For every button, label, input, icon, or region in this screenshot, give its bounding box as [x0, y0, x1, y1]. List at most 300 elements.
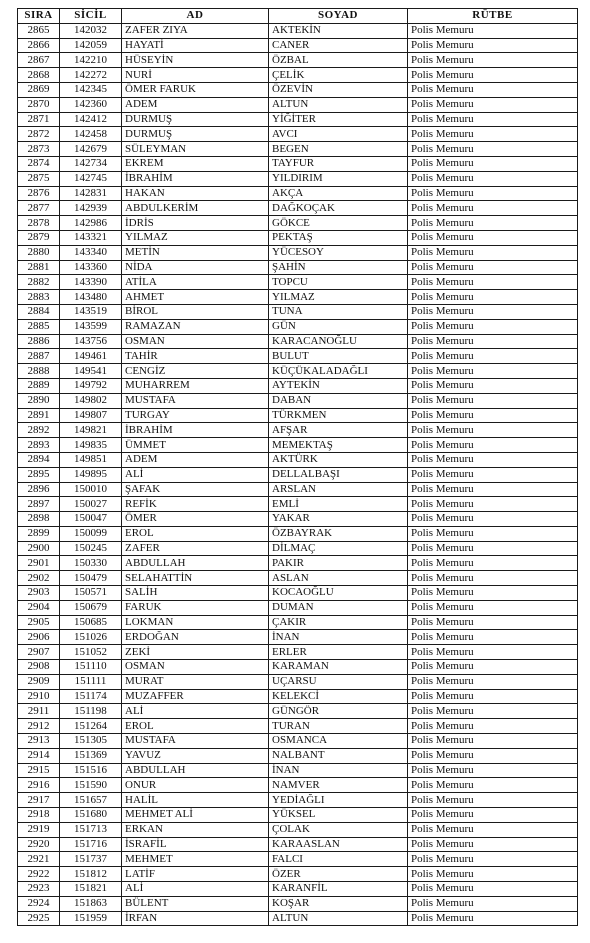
cell-rutbe: Polis Memuru — [408, 260, 578, 275]
cell-rutbe: Polis Memuru — [408, 127, 578, 142]
cell-sira: 2870 — [18, 97, 60, 112]
cell-soyad: KÜÇÜKALADAĞLI — [269, 364, 408, 379]
table-row — [18, 216, 578, 231]
cell-soyad: KOŞAR — [269, 896, 408, 911]
cell-rutbe: Polis Memuru — [408, 512, 578, 527]
cell-ad: HÜSEYİN — [122, 53, 269, 68]
cell-ad: METİN — [122, 245, 269, 260]
cell-rutbe: Polis Memuru — [408, 674, 578, 689]
cell-ad: HAYATİ — [122, 38, 269, 53]
cell-rutbe: Polis Memuru — [408, 334, 578, 349]
table-row — [18, 408, 578, 423]
cell-ad: ŞAFAK — [122, 482, 269, 497]
cell-ad: ALİ — [122, 704, 269, 719]
cell-soyad: AYTEKİN — [269, 378, 408, 393]
cell-sira: 2871 — [18, 112, 60, 127]
cell-sira: 2905 — [18, 615, 60, 630]
cell-sira: 2897 — [18, 497, 60, 512]
cell-soyad: İNAN — [269, 763, 408, 778]
cell-rutbe: Polis Memuru — [408, 837, 578, 852]
table-row — [18, 423, 578, 438]
cell-sicil: 142059 — [60, 38, 122, 53]
cell-rutbe: Polis Memuru — [408, 275, 578, 290]
cell-sira: 2893 — [18, 438, 60, 453]
cell-sira: 2867 — [18, 53, 60, 68]
cell-ad: ALİ — [122, 467, 269, 482]
table-row — [18, 127, 578, 142]
cell-sira: 2922 — [18, 867, 60, 882]
cell-sira: 2912 — [18, 719, 60, 734]
cell-soyad: YÜCESOY — [269, 245, 408, 260]
cell-soyad: ASLAN — [269, 571, 408, 586]
cell-rutbe: Polis Memuru — [408, 201, 578, 216]
cell-rutbe: Polis Memuru — [408, 822, 578, 837]
table-row — [18, 482, 578, 497]
cell-ad: ERKAN — [122, 822, 269, 837]
table-row — [18, 660, 578, 675]
cell-rutbe: Polis Memuru — [408, 245, 578, 260]
column-header-rutbe: RÜTBE — [408, 9, 578, 24]
cell-sira: 2866 — [18, 38, 60, 53]
cell-sicil: 150010 — [60, 482, 122, 497]
cell-ad: REFİK — [122, 497, 269, 512]
cell-sira: 2894 — [18, 452, 60, 467]
table-row — [18, 674, 578, 689]
cell-sicil: 149792 — [60, 378, 122, 393]
cell-sicil: 149895 — [60, 467, 122, 482]
column-header-sicil: SİCİL — [60, 9, 122, 24]
cell-rutbe: Polis Memuru — [408, 290, 578, 305]
cell-ad: CENGİZ — [122, 364, 269, 379]
cell-sira: 2918 — [18, 808, 60, 823]
cell-ad: OSMAN — [122, 334, 269, 349]
cell-sira: 2900 — [18, 541, 60, 556]
cell-rutbe: Polis Memuru — [408, 319, 578, 334]
cell-soyad: GÜN — [269, 319, 408, 334]
cell-rutbe: Polis Memuru — [408, 808, 578, 823]
cell-soyad: AKTEKİN — [269, 23, 408, 38]
cell-soyad: YAKAR — [269, 512, 408, 527]
cell-ad: ADEM — [122, 97, 269, 112]
cell-sicil: 143756 — [60, 334, 122, 349]
cell-soyad: TOPCU — [269, 275, 408, 290]
cell-soyad: AKÇA — [269, 186, 408, 201]
table-row — [18, 896, 578, 911]
cell-soyad: AFŞAR — [269, 423, 408, 438]
cell-sira: 2878 — [18, 216, 60, 231]
cell-soyad: DİLMAÇ — [269, 541, 408, 556]
table-row — [18, 304, 578, 319]
table-row — [18, 571, 578, 586]
table-row — [18, 438, 578, 453]
cell-sicil: 151812 — [60, 867, 122, 882]
cell-rutbe: Polis Memuru — [408, 452, 578, 467]
column-header-ad: AD — [122, 9, 269, 24]
table-row — [18, 23, 578, 38]
cell-sira: 2917 — [18, 793, 60, 808]
cell-sira: 2888 — [18, 364, 60, 379]
table-row — [18, 526, 578, 541]
cell-soyad: DABAN — [269, 393, 408, 408]
cell-sicil: 149807 — [60, 408, 122, 423]
table-row — [18, 793, 578, 808]
table-row — [18, 230, 578, 245]
cell-soyad: YİĞİTER — [269, 112, 408, 127]
cell-ad: ADEM — [122, 452, 269, 467]
cell-ad: İRFAN — [122, 911, 269, 926]
cell-ad: MUSTAFA — [122, 393, 269, 408]
cell-rutbe: Polis Memuru — [408, 734, 578, 749]
cell-sicil: 151052 — [60, 645, 122, 660]
table-body — [18, 23, 578, 926]
cell-ad: HALİL — [122, 793, 269, 808]
cell-sira: 2873 — [18, 142, 60, 157]
cell-ad: SELAHATTİN — [122, 571, 269, 586]
table-row — [18, 867, 578, 882]
cell-ad: LOKMAN — [122, 615, 269, 630]
table-row — [18, 364, 578, 379]
table-row — [18, 186, 578, 201]
cell-sicil: 150679 — [60, 600, 122, 615]
cell-soyad: YÜKSEL — [269, 808, 408, 823]
cell-sira: 2872 — [18, 127, 60, 142]
cell-sira: 2884 — [18, 304, 60, 319]
cell-rutbe: Polis Memuru — [408, 378, 578, 393]
cell-sicil: 150571 — [60, 586, 122, 601]
cell-sicil: 142272 — [60, 68, 122, 83]
cell-sicil: 142210 — [60, 53, 122, 68]
cell-ad: EROL — [122, 719, 269, 734]
cell-ad: YILMAZ — [122, 230, 269, 245]
table-row — [18, 630, 578, 645]
column-header-sira: SIRA — [18, 9, 60, 24]
cell-ad: FARUK — [122, 600, 269, 615]
cell-ad: MUHARREM — [122, 378, 269, 393]
cell-soyad: NAMVER — [269, 778, 408, 793]
cell-sira: 2889 — [18, 378, 60, 393]
cell-sira: 2913 — [18, 734, 60, 749]
cell-soyad: GÖKCE — [269, 216, 408, 231]
cell-rutbe: Polis Memuru — [408, 438, 578, 453]
cell-soyad: DUMAN — [269, 600, 408, 615]
cell-sicil: 143390 — [60, 275, 122, 290]
cell-sira: 2869 — [18, 82, 60, 97]
cell-sira: 2880 — [18, 245, 60, 260]
table-row — [18, 201, 578, 216]
table-row — [18, 808, 578, 823]
cell-sicil: 142412 — [60, 112, 122, 127]
cell-ad: ÖMER FARUK — [122, 82, 269, 97]
table-row — [18, 142, 578, 157]
cell-ad: ALİ — [122, 882, 269, 897]
cell-ad: ZAFER ZIYA — [122, 23, 269, 38]
cell-sicil: 142360 — [60, 97, 122, 112]
cell-soyad: ÖZBAYRAK — [269, 526, 408, 541]
cell-soyad: PAKIR — [269, 556, 408, 571]
cell-sira: 2911 — [18, 704, 60, 719]
cell-sira: 2883 — [18, 290, 60, 305]
cell-sicil: 151264 — [60, 719, 122, 734]
cell-ad: ÖMER — [122, 512, 269, 527]
cell-sicil: 151737 — [60, 852, 122, 867]
cell-sicil: 151369 — [60, 748, 122, 763]
cell-rutbe: Polis Memuru — [408, 497, 578, 512]
cell-ad: TURGAY — [122, 408, 269, 423]
cell-sira: 2896 — [18, 482, 60, 497]
cell-soyad: ÖZER — [269, 867, 408, 882]
table-row — [18, 112, 578, 127]
cell-ad: İBRAHİM — [122, 171, 269, 186]
cell-rutbe: Polis Memuru — [408, 748, 578, 763]
cell-soyad: GÜNGÖR — [269, 704, 408, 719]
cell-sira: 2865 — [18, 23, 60, 38]
table-row — [18, 704, 578, 719]
cell-soyad: PEKTAŞ — [269, 230, 408, 245]
cell-rutbe: Polis Memuru — [408, 763, 578, 778]
cell-soyad: AVCI — [269, 127, 408, 142]
cell-sicil: 143599 — [60, 319, 122, 334]
cell-sira: 2923 — [18, 882, 60, 897]
cell-sicil: 150099 — [60, 526, 122, 541]
cell-sicil: 151026 — [60, 630, 122, 645]
cell-sira: 2916 — [18, 778, 60, 793]
cell-ad: EKREM — [122, 156, 269, 171]
cell-sira: 2907 — [18, 645, 60, 660]
cell-sicil: 142458 — [60, 127, 122, 142]
cell-rutbe: Polis Memuru — [408, 600, 578, 615]
cell-sicil: 142032 — [60, 23, 122, 38]
cell-soyad: ÇOLAK — [269, 822, 408, 837]
cell-soyad: KARAMAN — [269, 660, 408, 675]
table-row — [18, 837, 578, 852]
cell-sira: 2915 — [18, 763, 60, 778]
cell-ad: ÜMMET — [122, 438, 269, 453]
cell-rutbe: Polis Memuru — [408, 364, 578, 379]
cell-sira: 2885 — [18, 319, 60, 334]
cell-sicil: 151713 — [60, 822, 122, 837]
cell-soyad: TURAN — [269, 719, 408, 734]
column-header-soyad: SOYAD — [269, 9, 408, 24]
table-row — [18, 319, 578, 334]
cell-ad: İSRAFİL — [122, 837, 269, 852]
cell-ad: MEHMET — [122, 852, 269, 867]
cell-sicil: 151590 — [60, 778, 122, 793]
cell-soyad: EMLİ — [269, 497, 408, 512]
cell-ad: MEHMET ALİ — [122, 808, 269, 823]
table-row — [18, 378, 578, 393]
cell-soyad: ALTUN — [269, 97, 408, 112]
cell-ad: ABDULLAH — [122, 763, 269, 778]
cell-ad: İDRİS — [122, 216, 269, 231]
cell-ad: OSMAN — [122, 660, 269, 675]
table-row — [18, 586, 578, 601]
cell-sicil: 151305 — [60, 734, 122, 749]
cell-sicil: 151959 — [60, 911, 122, 926]
table-row — [18, 290, 578, 305]
cell-soyad: ALTUN — [269, 911, 408, 926]
cell-sicil: 142679 — [60, 142, 122, 157]
cell-soyad: TÜRKMEN — [269, 408, 408, 423]
cell-ad: NURİ — [122, 68, 269, 83]
cell-ad: ONUR — [122, 778, 269, 793]
cell-sira: 2877 — [18, 201, 60, 216]
table-row — [18, 822, 578, 837]
cell-sicil: 142986 — [60, 216, 122, 231]
cell-rutbe: Polis Memuru — [408, 423, 578, 438]
personnel-table — [17, 8, 578, 926]
cell-rutbe: Polis Memuru — [408, 349, 578, 364]
cell-soyad: ÇAKIR — [269, 615, 408, 630]
cell-sira: 2875 — [18, 171, 60, 186]
table-row — [18, 260, 578, 275]
cell-rutbe: Polis Memuru — [408, 719, 578, 734]
cell-soyad: AKTÜRK — [269, 452, 408, 467]
cell-sicil: 150479 — [60, 571, 122, 586]
table-row — [18, 719, 578, 734]
table-row — [18, 615, 578, 630]
cell-sira: 2881 — [18, 260, 60, 275]
cell-soyad: KARANFİL — [269, 882, 408, 897]
table-row — [18, 82, 578, 97]
table-row — [18, 156, 578, 171]
cell-sira: 2910 — [18, 689, 60, 704]
header-row — [18, 9, 578, 24]
cell-ad: NİDA — [122, 260, 269, 275]
cell-sicil: 143480 — [60, 290, 122, 305]
cell-rutbe: Polis Memuru — [408, 571, 578, 586]
cell-ad: AHMET — [122, 290, 269, 305]
cell-sira: 2901 — [18, 556, 60, 571]
cell-ad: BÜLENT — [122, 896, 269, 911]
cell-sira: 2882 — [18, 275, 60, 290]
cell-soyad: ÖZEVİN — [269, 82, 408, 97]
cell-ad: YAVUZ — [122, 748, 269, 763]
cell-sicil: 149802 — [60, 393, 122, 408]
cell-sicil: 151680 — [60, 808, 122, 823]
cell-rutbe: Polis Memuru — [408, 778, 578, 793]
cell-sicil: 151111 — [60, 674, 122, 689]
table-row — [18, 393, 578, 408]
cell-ad: RAMAZAN — [122, 319, 269, 334]
cell-rutbe: Polis Memuru — [408, 896, 578, 911]
table-row — [18, 645, 578, 660]
cell-sira: 2902 — [18, 571, 60, 586]
cell-soyad: KELEKCİ — [269, 689, 408, 704]
cell-rutbe: Polis Memuru — [408, 393, 578, 408]
cell-rutbe: Polis Memuru — [408, 186, 578, 201]
cell-sira: 2925 — [18, 911, 60, 926]
cell-sicil: 151198 — [60, 704, 122, 719]
cell-sira: 2904 — [18, 600, 60, 615]
cell-soyad: YEDİAĞLI — [269, 793, 408, 808]
cell-soyad: ŞAHİN — [269, 260, 408, 275]
cell-rutbe: Polis Memuru — [408, 171, 578, 186]
cell-ad: ABDULKERİM — [122, 201, 269, 216]
table-row — [18, 53, 578, 68]
cell-sicil: 149461 — [60, 349, 122, 364]
cell-soyad: NALBANT — [269, 748, 408, 763]
cell-sicil: 149541 — [60, 364, 122, 379]
cell-rutbe: Polis Memuru — [408, 660, 578, 675]
cell-sicil: 143519 — [60, 304, 122, 319]
cell-sicil: 151716 — [60, 837, 122, 852]
table-row — [18, 349, 578, 364]
cell-sira: 2921 — [18, 852, 60, 867]
cell-ad: SALİH — [122, 586, 269, 601]
cell-sicil: 151516 — [60, 763, 122, 778]
table-row — [18, 497, 578, 512]
cell-soyad: BEGEN — [269, 142, 408, 157]
cell-ad: LATİF — [122, 867, 269, 882]
cell-sicil: 150245 — [60, 541, 122, 556]
cell-sira: 2868 — [18, 68, 60, 83]
cell-rutbe: Polis Memuru — [408, 97, 578, 112]
cell-soyad: ÇELİK — [269, 68, 408, 83]
cell-sicil: 150047 — [60, 512, 122, 527]
table-row — [18, 512, 578, 527]
cell-ad: EROL — [122, 526, 269, 541]
cell-rutbe: Polis Memuru — [408, 852, 578, 867]
cell-sicil: 150330 — [60, 556, 122, 571]
cell-soyad: FALCI — [269, 852, 408, 867]
cell-sicil: 142745 — [60, 171, 122, 186]
cell-sicil: 143321 — [60, 230, 122, 245]
cell-sicil: 149835 — [60, 438, 122, 453]
cell-sicil: 143360 — [60, 260, 122, 275]
table-row — [18, 778, 578, 793]
cell-ad: DURMUŞ — [122, 112, 269, 127]
cell-sicil: 151863 — [60, 896, 122, 911]
cell-rutbe: Polis Memuru — [408, 53, 578, 68]
cell-sicil: 142345 — [60, 82, 122, 97]
cell-soyad: UÇARSU — [269, 674, 408, 689]
table-row — [18, 452, 578, 467]
cell-rutbe: Polis Memuru — [408, 23, 578, 38]
cell-soyad: ERLER — [269, 645, 408, 660]
table-row — [18, 467, 578, 482]
table-row — [18, 97, 578, 112]
cell-rutbe: Polis Memuru — [408, 556, 578, 571]
cell-rutbe: Polis Memuru — [408, 882, 578, 897]
cell-rutbe: Polis Memuru — [408, 82, 578, 97]
cell-rutbe: Polis Memuru — [408, 156, 578, 171]
cell-ad: BİROL — [122, 304, 269, 319]
cell-ad: DURMUŞ — [122, 127, 269, 142]
cell-rutbe: Polis Memuru — [408, 38, 578, 53]
cell-sira: 2887 — [18, 349, 60, 364]
cell-rutbe: Polis Memuru — [408, 230, 578, 245]
cell-rutbe: Polis Memuru — [408, 216, 578, 231]
cell-sira: 2879 — [18, 230, 60, 245]
cell-sira: 2909 — [18, 674, 60, 689]
cell-sira: 2908 — [18, 660, 60, 675]
table-row — [18, 171, 578, 186]
cell-rutbe: Polis Memuru — [408, 911, 578, 926]
cell-sira: 2876 — [18, 186, 60, 201]
table-header — [18, 9, 578, 24]
cell-sira: 2890 — [18, 393, 60, 408]
table-row — [18, 852, 578, 867]
table-row — [18, 689, 578, 704]
cell-sira: 2886 — [18, 334, 60, 349]
table-row — [18, 911, 578, 926]
cell-rutbe: Polis Memuru — [408, 704, 578, 719]
cell-rutbe: Polis Memuru — [408, 645, 578, 660]
table-row — [18, 734, 578, 749]
cell-soyad: İNAN — [269, 630, 408, 645]
cell-rutbe: Polis Memuru — [408, 142, 578, 157]
cell-sicil: 142939 — [60, 201, 122, 216]
